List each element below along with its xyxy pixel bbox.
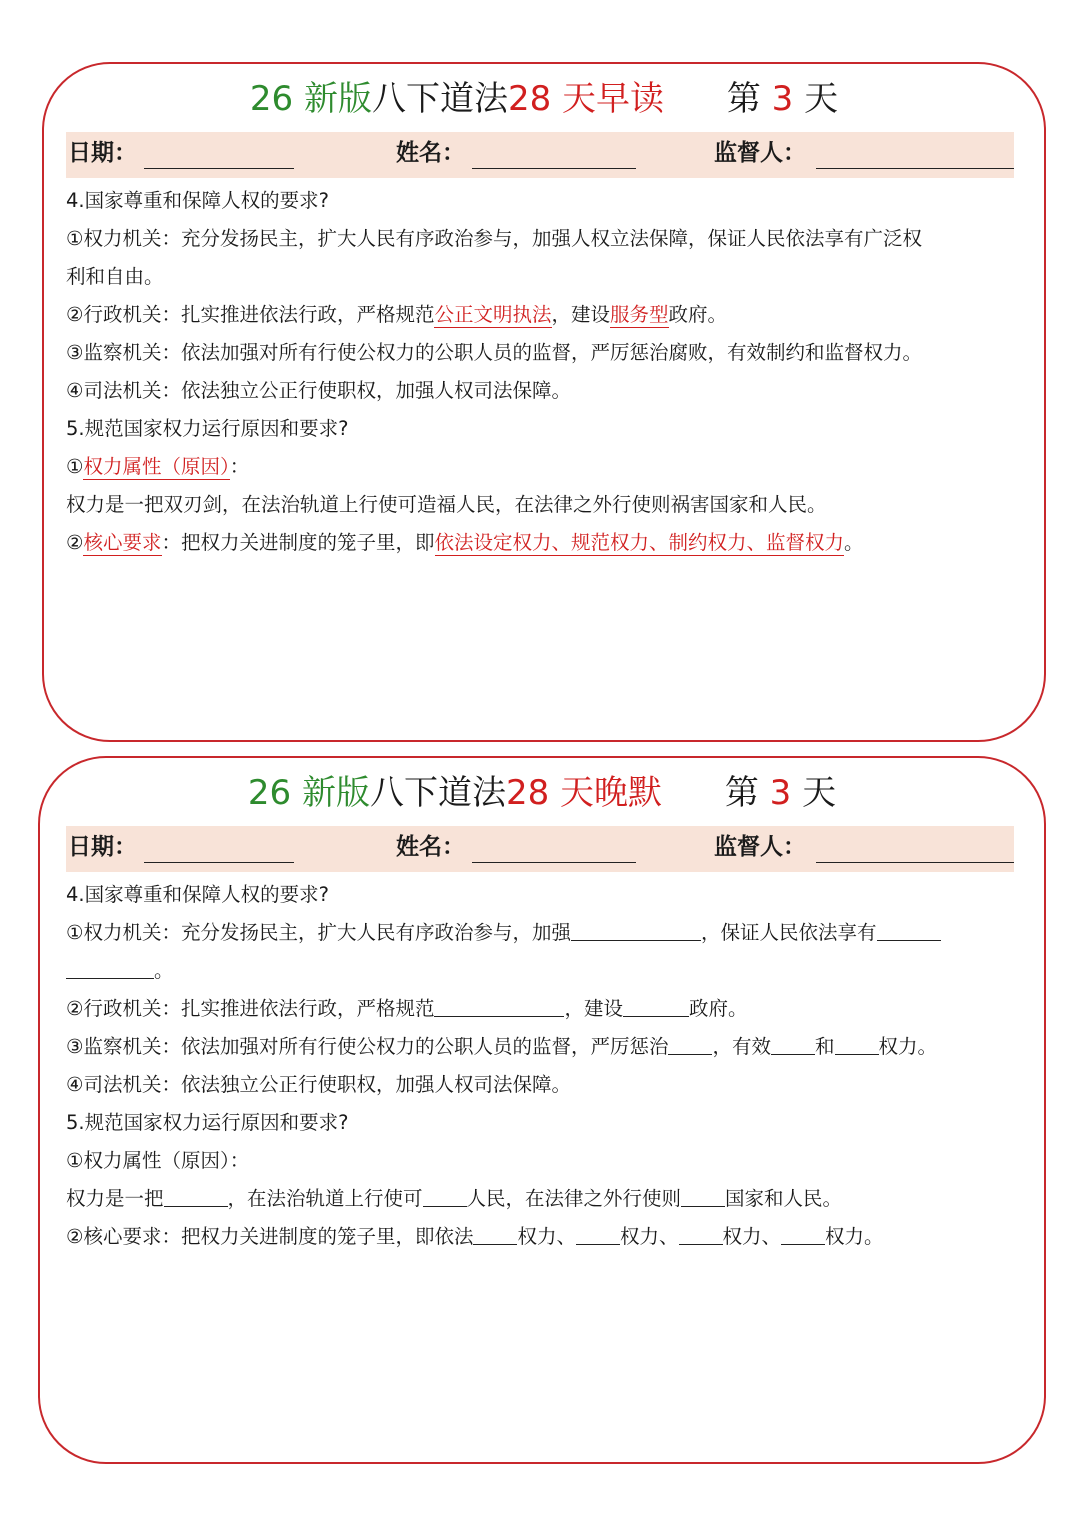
- title-program: 28 天晚默: [505, 773, 663, 813]
- fill-blank[interactable]: [771, 1032, 815, 1055]
- fill-blank[interactable]: [668, 1032, 712, 1055]
- morning-content: [66, 182, 1016, 562]
- text: 。: [844, 531, 864, 554]
- text: ②行政机关：扎实推进依法行政，严格规范: [66, 303, 435, 326]
- name-label: 姓名：: [396, 140, 465, 166]
- answer-line: ④司法机关：依法独立公正行使职权，加强人权司法保障。: [66, 1073, 571, 1096]
- text: ②行政机关：扎实推进依法行政，严格规范: [66, 997, 435, 1020]
- date-label: 日期：: [68, 140, 137, 166]
- fill-blank[interactable]: [681, 1184, 725, 1207]
- name-field[interactable]: [472, 862, 636, 863]
- text: ①权力机关：充分发扬民主，扩大人民有序政治参与，加强: [66, 921, 571, 944]
- fill-blank[interactable]: [623, 994, 689, 1017]
- title-subject: 八下道法: [371, 79, 508, 119]
- title-program: 28 天早读: [507, 79, 665, 119]
- answer-line: ①权力属性（原因）：: [66, 1149, 250, 1172]
- fill-blank[interactable]: [576, 1222, 620, 1245]
- evening-dictation-card: [38, 756, 1046, 1464]
- answer-line: [66, 990, 1016, 1028]
- answer-line: ③监察机关：依法加强对所有行使公权力的公职人员的监督，严厉惩治腐败，有效制约和监督权力。: [66, 341, 922, 364]
- answer-line: [66, 296, 1016, 334]
- supervisor-field[interactable]: [816, 862, 1014, 863]
- answer-line: ④司法机关：依法独立公正行使职权，加强人权司法保障。: [66, 379, 571, 402]
- text: 权力。: [825, 1225, 884, 1248]
- answer-line: [66, 1218, 1016, 1256]
- supervisor-label: 监督人：: [714, 140, 806, 166]
- title-edition: 26 新版: [247, 773, 370, 813]
- fill-blank[interactable]: [679, 1222, 723, 1245]
- text: ③监察机关：依法加强对所有行使公权力的公职人员的监督，严厉惩治: [66, 1035, 669, 1058]
- highlight-term: 核心要求: [83, 531, 162, 554]
- day-number: 3: [769, 773, 792, 813]
- question-4: 4.国家尊重和保障人权的要求?: [66, 189, 329, 212]
- highlight-term: 权力属性（原因）: [83, 455, 230, 478]
- answer-line: ①权力机关：充分发扬民主，扩大人民有序政治参与，加强人权立法保障，保证人民依法享有广泛权: [66, 227, 922, 250]
- text: 人民，在法律之外行使则: [466, 1187, 682, 1210]
- info-bar: [66, 826, 1014, 872]
- text: ，在法治轨道上行使可: [227, 1187, 423, 1210]
- text: 政府。: [668, 303, 728, 326]
- name-label: 姓名：: [396, 834, 465, 860]
- text: ①: [66, 455, 84, 478]
- text: ②核心要求：把权力关进制度的笼子里，即依法: [66, 1225, 474, 1248]
- text: ，保证人民依法享有: [700, 921, 877, 944]
- date-field[interactable]: [144, 168, 294, 169]
- day-prefix: 第: [724, 773, 770, 813]
- fill-blank[interactable]: [781, 1222, 825, 1245]
- title-day: [725, 773, 836, 813]
- highlight-term: 服务型: [610, 303, 669, 326]
- title-subject: 八下道法: [369, 773, 506, 813]
- answer-line: [66, 524, 1016, 562]
- title-day: [727, 79, 838, 119]
- text: ：把权力关进制度的笼子里，即: [161, 531, 435, 554]
- text: 权力。: [878, 1035, 938, 1058]
- answer-line: 利和自由。: [66, 265, 164, 288]
- fill-blank[interactable]: [877, 918, 941, 941]
- day-suffix: 天: [791, 773, 837, 813]
- date-label: 日期：: [68, 834, 137, 860]
- card-title: [40, 770, 1044, 816]
- fill-blank[interactable]: [835, 1032, 879, 1055]
- answer-line: [66, 1028, 1016, 1066]
- text: 权力、: [722, 1225, 782, 1248]
- fill-blank[interactable]: [164, 1184, 228, 1207]
- day-number: 3: [771, 79, 794, 119]
- name-field[interactable]: [472, 168, 636, 169]
- text: ，有效: [712, 1035, 771, 1058]
- text: 权力、: [517, 1225, 576, 1248]
- text: ，建设: [564, 997, 623, 1020]
- question-5: 5.规范国家权力运行原因和要求?: [66, 1111, 349, 1134]
- text: ，建设: [551, 303, 611, 326]
- question-5: 5.规范国家权力运行原因和要求?: [66, 417, 349, 440]
- evening-content: [66, 876, 1016, 1256]
- supervisor-field[interactable]: [816, 168, 1014, 169]
- text: 国家和人民。: [725, 1187, 843, 1210]
- text: 。: [154, 959, 174, 982]
- info-bar: [66, 132, 1014, 178]
- fill-blank[interactable]: [423, 1184, 467, 1207]
- text: ：: [229, 455, 250, 478]
- fill-blank[interactable]: [434, 994, 564, 1017]
- day-suffix: 天: [793, 79, 839, 119]
- morning-reading-card: [42, 62, 1046, 742]
- fill-blank[interactable]: [66, 956, 154, 979]
- day-prefix: 第: [726, 79, 772, 119]
- fill-blank[interactable]: [473, 1222, 517, 1245]
- date-field[interactable]: [144, 862, 294, 863]
- answer-line: [66, 914, 1016, 952]
- answer-line: 权力是一把双刃剑，在法治轨道上行使可造福人民，在法律之外行使则祸害国家和人民。: [66, 493, 827, 516]
- question-4: 4.国家尊重和保障人权的要求?: [66, 883, 329, 906]
- supervisor-label: 监督人：: [714, 834, 806, 860]
- text: 和: [815, 1035, 835, 1058]
- text: 权力是一把: [66, 1187, 164, 1210]
- text: 政府。: [689, 997, 748, 1020]
- highlight-term: 依法设定权力、规范权力、制约权力、监督权力: [434, 531, 845, 554]
- fill-blank[interactable]: [571, 918, 701, 941]
- text: ②: [66, 531, 84, 554]
- title-edition: 26 新版: [249, 79, 372, 119]
- answer-line: [66, 1180, 1016, 1218]
- highlight-term: 公正文明执法: [434, 303, 552, 326]
- answer-line: [66, 952, 1016, 990]
- text: 权力、: [620, 1225, 679, 1248]
- card-title: [44, 76, 1044, 122]
- answer-line: [66, 448, 1016, 486]
